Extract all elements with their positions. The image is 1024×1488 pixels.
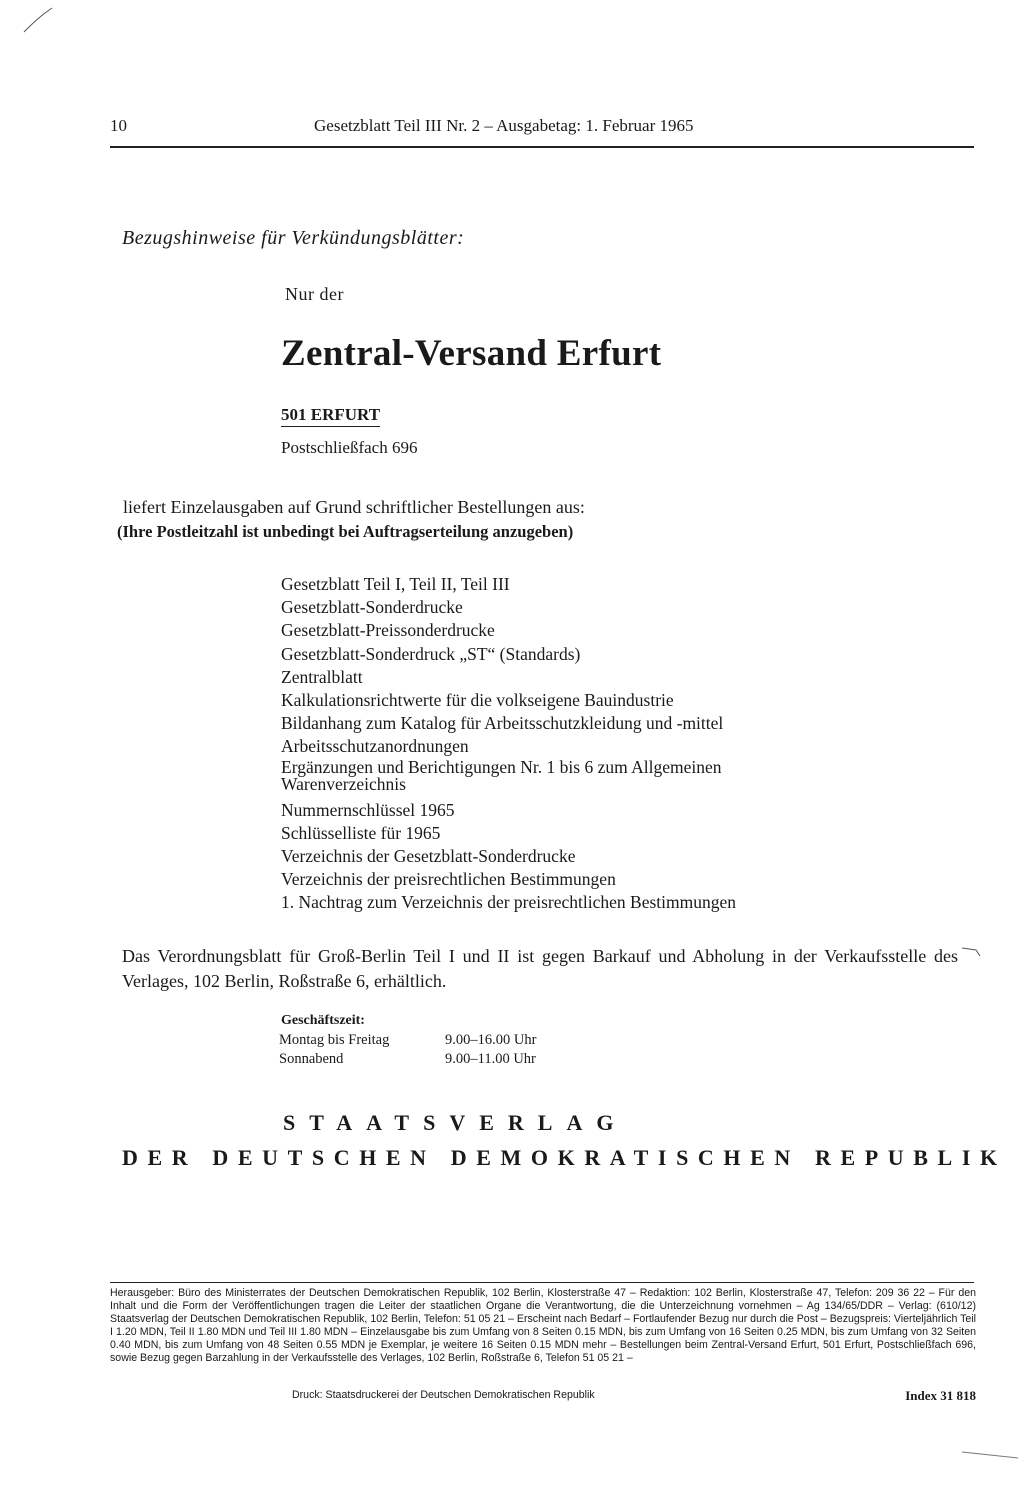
scan-edge-mark bbox=[960, 1448, 1020, 1462]
city-address: 501 ERFURT bbox=[281, 405, 380, 427]
hours-time: 9.00–16.00 Uhr bbox=[445, 1032, 537, 1048]
hours-day: Montag bis Freitag bbox=[279, 1032, 390, 1048]
hours-day: Sonnabend bbox=[279, 1051, 344, 1067]
business-hours-row bbox=[279, 1032, 639, 1052]
printer-line: Druck: Staatsdruckerei der Deutschen Demokratischen Republik bbox=[292, 1389, 595, 1401]
list-item: 1. Nachtrag zum Verzeichnis der preisrechtlichen Bestimmungen bbox=[281, 892, 737, 913]
list-item: Verzeichnis der Gesetzblatt-Sonderdrucke bbox=[281, 846, 576, 867]
list-item bbox=[281, 756, 821, 794]
company-name: Zentral-Versand Erfurt bbox=[281, 333, 662, 374]
publication-list bbox=[281, 573, 821, 915]
business-hours-heading: Geschäftszeit: bbox=[281, 1013, 365, 1028]
list-item: Bildanhang zum Katalog für Arbeitsschutzkleidung und -mittel bbox=[281, 713, 724, 734]
list-item-text: Ergänzungen und Berichtigungen Nr. 1 bis 6 zum Allgemeinen Warenverzeichnis bbox=[281, 756, 722, 794]
list-item: Verzeichnis der preisrechtlichen Bestimmungen bbox=[281, 869, 616, 890]
publisher-name-line1: STAATSVERLAG bbox=[283, 1110, 628, 1135]
publisher-name-line2: DER DEUTSCHEN DEMOKRATISCHEN REPUBLIK bbox=[122, 1145, 1007, 1170]
list-item: Zentralblatt bbox=[281, 666, 363, 687]
list-item: Gesetzblatt-Sonderdrucke bbox=[281, 597, 463, 618]
list-item: Gesetzblatt-Preissonderdrucke bbox=[281, 620, 495, 641]
postal-code-note: (Ihre Postleitzahl ist unbedingt bei Auftragserteilung anzugeben) bbox=[117, 522, 574, 541]
page-number: 10 bbox=[110, 116, 127, 135]
header-title: Gesetzblatt Teil III Nr. 2 – Ausgabetag: 1. Februar 1965 bbox=[314, 116, 694, 135]
list-item: Nummernschlüssel 1965 bbox=[281, 799, 455, 820]
subscription-heading: Bezugshinweise für Verkündungsblätter: bbox=[122, 227, 465, 249]
po-box: Postschließfach 696 bbox=[281, 438, 418, 457]
list-item: Arbeitsschutzanordnungen bbox=[281, 736, 469, 757]
list-item: Gesetzblatt-Sonderdruck „ST“ (Standards) bbox=[281, 643, 581, 664]
imprint-text: Herausgeber: Büro des Ministerrates der Deutschen Demokratischen Republik, 102 Berlin, Klosterstraße 47 – Redaktion: 102 Berlin, Klosterstraße 47, Telefon: 209 36 22 – Für den Inhalt und die Form der Veröffentlichungen tragen die Leiter der staatlichen Organe die Verantwortung, die die Unterzeichnung vornehmen – Ag 134/65/DDR – Verlag: (610/12) Staatsverlag der Deutschen Demokratischen Republik, 102 Berlin, Telefon: 51 05 21 – Erscheint nach Bedarf – Fortlaufender Bezug nur durch die Post – Bezugspreis: Vierteljährlich Teil I 1.20 MDN, Teil II 1.80 MDN und Teil III 1.80 MDN – Einzelausgabe bis zum Umfang von 8 Seiten 0.15 MDN, bis zum Umfang von 16 Seiten 0.25 MDN, bis zum Umfang von 32 Seiten 0.40 MDN, bis zum Umfang von 48 Seiten 0.55 MDN je Exemplar, je weitere 16 Seiten 0.15 MDN mehr – Bestellungen beim Zentral-Versand Erfurt, 501 Erfurt, Postschließfach 696, sowie Bezug gegen Barzahlung in der Verkaufsstelle des Verlages, 102 Berlin, Roßstraße 6, Telefon 51 05 21 – bbox=[110, 1287, 976, 1364]
berlin-notice: Das Verordnungsblatt für Groß-Berlin Teil I und II ist gegen Barkauf und Abholung in der Verkaufsstelle des Verlages, 102 Berlin, Roßstraße 6, erhältlich. bbox=[122, 946, 958, 991]
scan-edge-mark bbox=[960, 944, 982, 958]
only-from-text: Nur der bbox=[285, 284, 344, 304]
list-item: Kalkulationsrichtwerte für die volkseigene Bauindustrie bbox=[281, 690, 674, 711]
scan-corner-mark bbox=[22, 6, 54, 34]
header-rule bbox=[110, 146, 974, 148]
imprint-last-line bbox=[110, 1389, 976, 1403]
list-item: Gesetzblatt Teil I, Teil II, Teil III bbox=[281, 574, 510, 594]
hours-time: 9.00–11.00 Uhr bbox=[445, 1051, 536, 1067]
footer-rule bbox=[110, 1282, 974, 1283]
index-number: Index 31 818 bbox=[905, 1388, 976, 1403]
list-item: Schlüsselliste für 1965 bbox=[281, 822, 441, 843]
running-header bbox=[110, 116, 974, 142]
business-hours-row bbox=[279, 1051, 639, 1071]
delivers-text: liefert Einzelausgaben auf Grund schriftlicher Bestellungen aus: bbox=[123, 497, 585, 517]
